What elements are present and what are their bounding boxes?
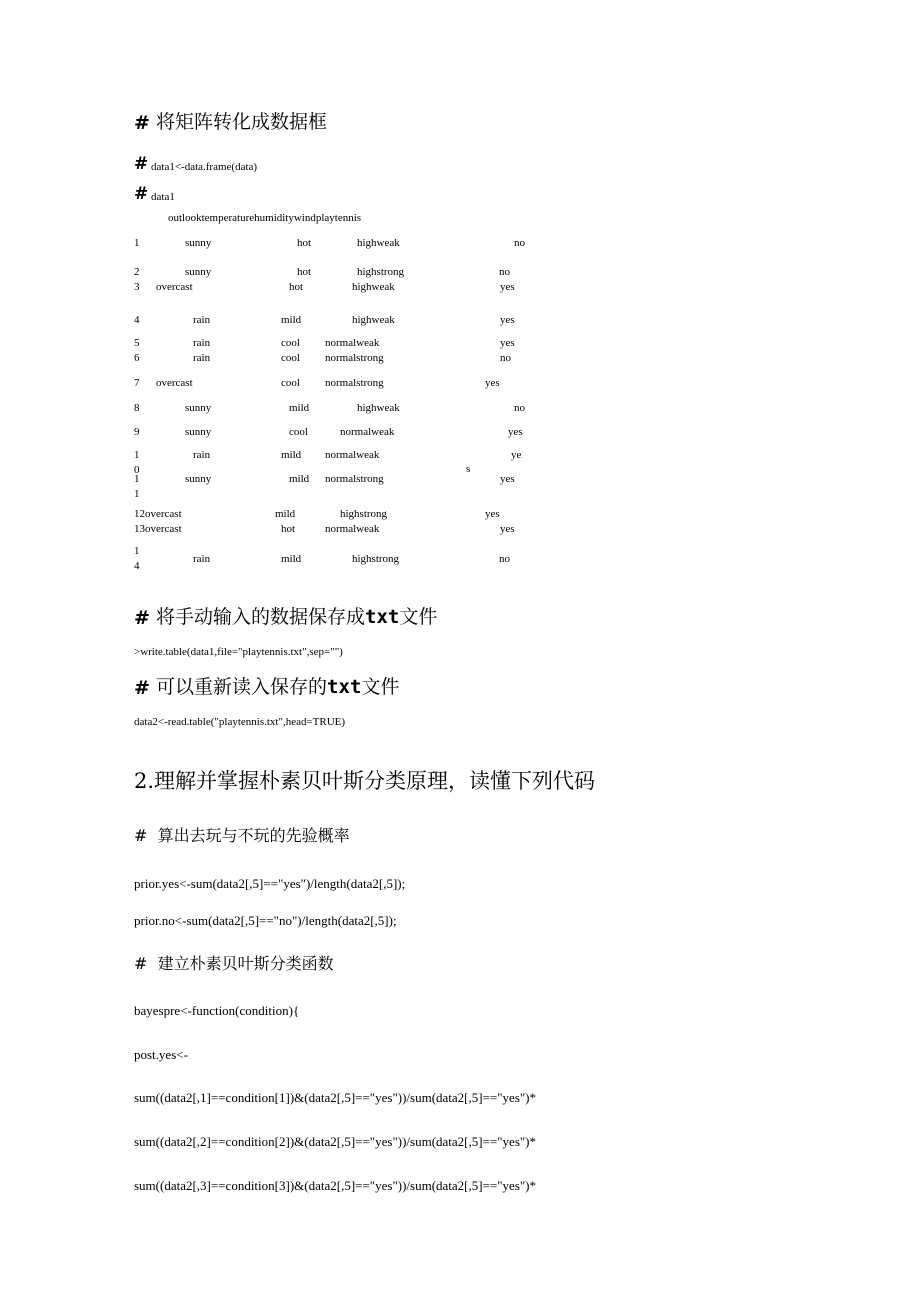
- cell-humidity-wind: normalstrong: [325, 377, 384, 389]
- cell-temperature: hot: [297, 237, 312, 249]
- cell-humidity-wind: normalweak: [340, 426, 395, 438]
- heading-text: 文件: [399, 606, 438, 628]
- cell-humidity-wind: normalweak: [325, 449, 380, 461]
- row-index: 6: [134, 352, 140, 364]
- cell-humidity-wind: highweak: [352, 314, 395, 326]
- hash-mark: #: [134, 154, 149, 174]
- code-line: sum((data2[,2]==condition[2])&(data2[,5]=="yes"))/sum(data2[,5]=="yes")*: [134, 1134, 537, 1149]
- hash-mark: #: [134, 184, 149, 204]
- code-line: data1: [151, 191, 175, 203]
- row-index: 5: [134, 337, 140, 349]
- cell-humidity-wind: highstrong: [340, 508, 388, 520]
- row-index: 9: [134, 426, 140, 438]
- row-index-wrap: 1: [134, 488, 140, 500]
- cell-playtennis: ye: [511, 449, 522, 461]
- cell-humidity-wind: normalstrong: [325, 352, 384, 364]
- hash-mark: #: [134, 677, 150, 699]
- cell-outlook: rain: [193, 314, 211, 326]
- row-index: 4: [134, 314, 140, 326]
- cell-outlook: rain: [193, 553, 211, 565]
- cell-humidity-wind: highstrong: [352, 553, 400, 565]
- cell-playtennis: yes: [485, 377, 500, 389]
- cell-temperature: mild: [281, 449, 302, 461]
- cell-temperature: cool: [281, 337, 300, 349]
- heading-convert-matrix: 将矩阵转化成数据框: [156, 111, 328, 133]
- cell-temperature: mild: [275, 508, 296, 520]
- heading-bold-text: txt: [327, 676, 362, 698]
- row-index: 8: [134, 402, 140, 414]
- cell-temperature: hot: [289, 281, 304, 293]
- row-index: 2: [134, 266, 140, 278]
- cell-outlook: rain: [193, 352, 211, 364]
- code-line: bayespre<-function(condition){: [134, 1003, 300, 1018]
- cell-playtennis: yes: [500, 314, 515, 326]
- cell-playtennis: yes: [508, 426, 523, 438]
- cell-playtennis: no: [499, 553, 510, 565]
- cell-humidity-wind: normalweak: [325, 523, 380, 535]
- cell-playtennis: no: [499, 266, 510, 278]
- heading-reload-txt: [156, 678, 399, 697]
- cell-temperature: mild: [289, 473, 310, 485]
- cell-humidity-wind: highweak: [357, 237, 400, 249]
- cell-humidity-wind: highweak: [357, 402, 400, 414]
- cell-temperature: mild: [289, 402, 310, 414]
- cell-humidity-wind: normalstrong: [325, 473, 384, 485]
- row-index: 12overcast: [134, 508, 182, 520]
- cell-playtennis: yes: [500, 473, 515, 485]
- row-index: 3: [134, 281, 140, 293]
- heading-text: 将手动输入的数据保存成: [156, 606, 366, 628]
- hash-mark: #: [134, 826, 148, 845]
- row-index-wrap: 0: [134, 464, 140, 476]
- table-header: outlooktemperaturehumiditywindplaytennis: [168, 212, 362, 224]
- code-line: post.yes<-: [134, 1047, 188, 1062]
- cell-playtennis: no: [514, 402, 525, 414]
- row-index: 1: [134, 449, 140, 461]
- comment-bayes-function: [134, 956, 334, 972]
- comment-prior: [134, 828, 350, 844]
- row-index: 1: [134, 473, 140, 485]
- cell-outlook: sunny: [185, 426, 212, 438]
- cell-playtennis: yes: [500, 523, 515, 535]
- cell-outlook: sunny: [185, 266, 212, 278]
- cell-temperature: hot: [297, 266, 312, 278]
- heading-save-txt: [156, 608, 437, 627]
- cell-playtennis: yes: [485, 508, 500, 520]
- heading-bold-text: txt: [365, 606, 400, 628]
- cell-outlook: sunny: [185, 473, 212, 485]
- code-line: data1<-data.frame(data): [151, 161, 258, 173]
- code-line: prior.no<-sum(data2[,5]=="no")/length(data2[,5]);: [134, 913, 397, 928]
- cell-outlook: overcast: [156, 281, 193, 293]
- heading-text: 文件: [361, 676, 400, 698]
- cell-playtennis: no: [500, 352, 511, 364]
- hash-mark: #: [134, 112, 150, 134]
- comment-text: 算出去玩与不玩的先验概率: [157, 826, 350, 845]
- cell-humidity-wind: highstrong: [357, 266, 405, 278]
- cell-outlook: rain: [193, 449, 211, 461]
- cell-outlook: overcast: [156, 377, 193, 389]
- cell-temperature: mild: [281, 314, 302, 326]
- cell-humidity-wind: normalweak: [325, 337, 380, 349]
- cell-playtennis: no: [514, 237, 525, 249]
- row-index: 1: [134, 545, 140, 557]
- row-index: 1: [134, 237, 140, 249]
- cell-temperature: hot: [281, 523, 296, 535]
- comment-text: 建立朴素贝叶斯分类函数: [157, 954, 334, 973]
- cell-playtennis: yes: [500, 337, 515, 349]
- cell-outlook: rain: [193, 337, 211, 349]
- code-line: prior.yes<-sum(data2[,5]=="yes")/length(data2[,5]);: [134, 876, 406, 891]
- row-index: 7: [134, 377, 140, 389]
- code-line: data2<-read.table("playtennis.txt",head=TRUE): [134, 716, 346, 728]
- cell-humidity-wind: highweak: [352, 281, 395, 293]
- cell-playtennis-wrap: s: [466, 463, 471, 475]
- code-line: sum((data2[,3]==condition[3])&(data2[,5]=="yes"))/sum(data2[,5]=="yes")*: [134, 1178, 537, 1193]
- cell-temperature: cool: [281, 377, 300, 389]
- hash-mark: #: [134, 607, 150, 629]
- row-index-wrap: 4: [134, 560, 140, 572]
- hash-mark: #: [134, 954, 148, 973]
- code-line: >write.table(data1,file="playtennis.txt",sep=""): [134, 646, 343, 658]
- code-line: sum((data2[,1]==condition[1])&(data2[,5]=="yes"))/sum(data2[,5]=="yes")*: [134, 1090, 537, 1105]
- cell-outlook: sunny: [185, 402, 212, 414]
- cell-temperature: cool: [289, 426, 308, 438]
- cell-outlook: sunny: [185, 237, 212, 249]
- heading-text: 可以重新读入保存的: [156, 676, 328, 698]
- cell-temperature: mild: [281, 553, 302, 565]
- cell-temperature: cool: [281, 352, 300, 364]
- cell-playtennis: yes: [500, 281, 515, 293]
- section-title: 2.理解并掌握朴素贝叶斯分类原理，读懂下列代码: [134, 769, 596, 793]
- row-index: 13overcast: [134, 523, 182, 535]
